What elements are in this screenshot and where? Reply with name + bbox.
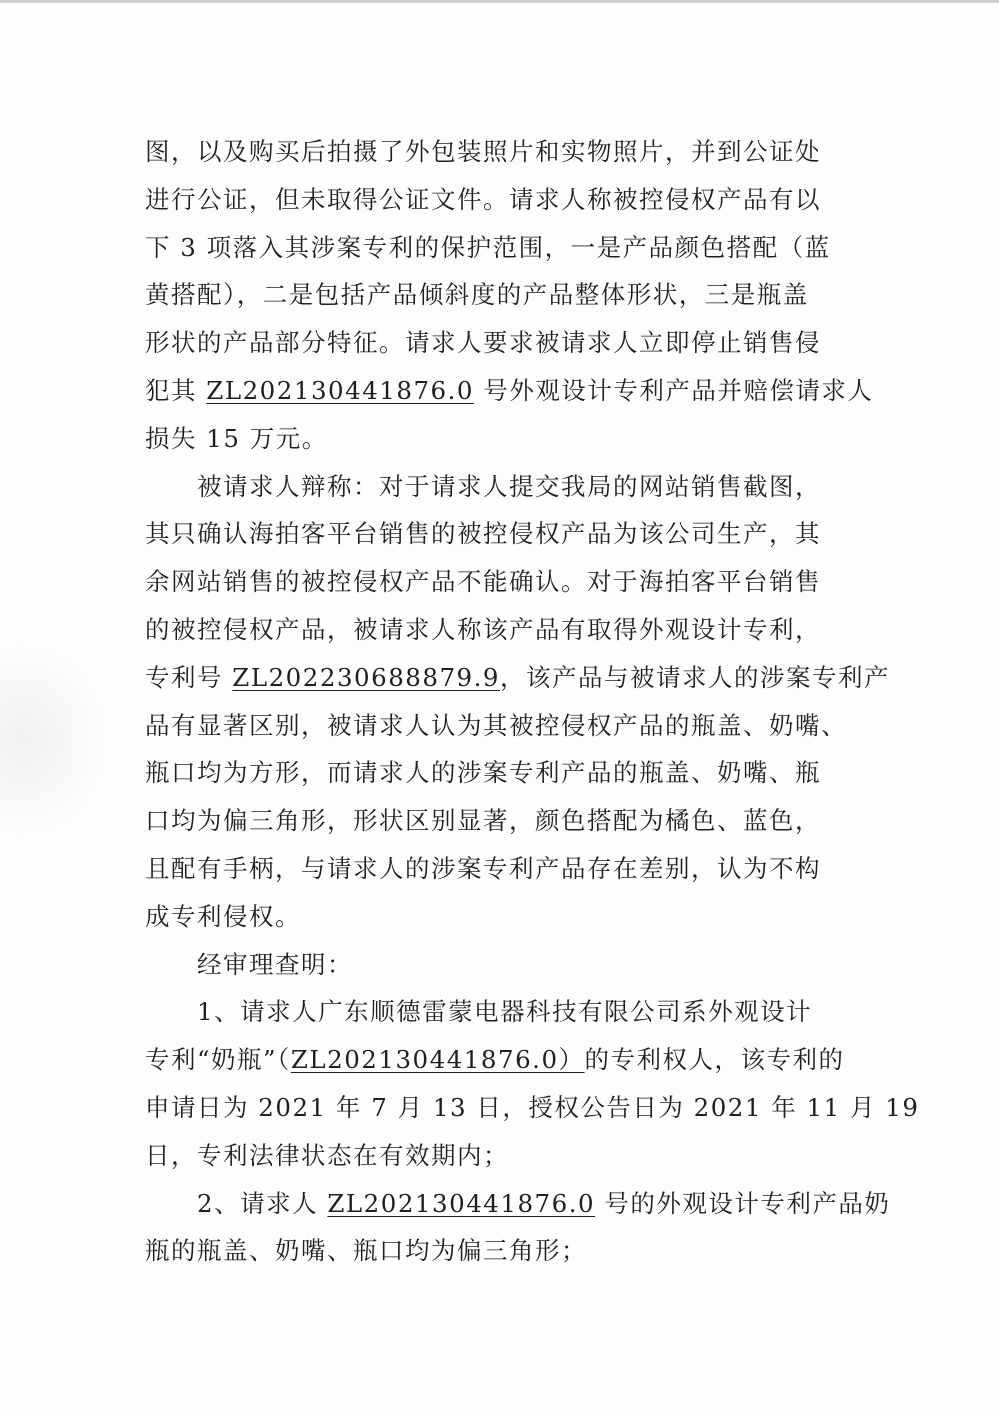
patent-number: ZL202130441876.0 <box>206 375 475 405</box>
text-line <box>145 1180 891 1228</box>
text-line <box>145 702 845 750</box>
text-line <box>145 749 845 797</box>
text-segment: 品有显著区别，被请求人认为其被控侵权产品的瓶盖、奶嘴、 <box>145 710 847 740</box>
text-segment: 日，专利法律状态在有效期内； <box>145 1140 509 1170</box>
text-line <box>145 367 874 415</box>
text-line <box>145 224 845 272</box>
text-line <box>145 797 845 845</box>
text-segment: 余网站销售的被控侵权产品不能确认。对于海拍客平台销售 <box>145 567 821 597</box>
text-segment: 形状的产品部分特征。请求人要求被请求人立即停止销售侵 <box>145 328 821 358</box>
text-line <box>145 319 845 367</box>
text-segment: 损失 15 万元。 <box>145 423 328 453</box>
text-segment: 进行公证，但未取得公证文件。请求人称被控侵权产品有以 <box>145 184 821 214</box>
text-line <box>145 941 845 989</box>
patent-number: ZL202230688879.9 <box>232 662 501 692</box>
text-line <box>145 128 845 176</box>
text-segment: 号的外观设计专利产品奶 <box>595 1188 891 1218</box>
text-line <box>145 510 845 558</box>
text-segment: 成专利侵权。 <box>145 901 301 931</box>
text-segment: 的被控侵权产品，被请求人称该产品有取得外观设计专利， <box>145 614 821 644</box>
text-segment: 1、请求人广东顺德雷蒙电器科技有限公司系外观设计 <box>145 997 813 1027</box>
text-segment: 专利“奶瓶”（ <box>145 1045 291 1075</box>
text-line <box>145 1132 845 1180</box>
text-line <box>145 606 845 654</box>
patent-number: ZL202130441876.0） <box>290 1045 585 1075</box>
text-segment: 黄搭配），二是包括产品倾斜度的产品整体形状，三是瓶盖 <box>145 280 809 310</box>
text-segment: 其只确认海拍客平台销售的被控侵权产品为该公司生产，其 <box>145 519 821 549</box>
text-segment: 2、请求人 <box>145 1188 328 1218</box>
document-body <box>145 128 920 1275</box>
text-segment: 犯其 <box>145 375 207 405</box>
text-line <box>145 893 845 941</box>
text-line <box>145 1084 920 1132</box>
scan-shadow <box>0 640 110 840</box>
text-line <box>145 1036 845 1084</box>
text-segment: 专利号 <box>145 662 233 692</box>
text-segment: 图，以及购买后拍摄了外包装照片和实物照片，并到公证处 <box>145 137 821 166</box>
text-line <box>145 176 845 224</box>
text-line <box>145 271 845 319</box>
text-line <box>145 558 845 606</box>
patent-number: ZL202130441876.0 <box>327 1188 596 1218</box>
text-segment: 下 3 项落入其涉案专利的保护范围，一是产品颜色搭配（蓝 <box>145 232 831 262</box>
text-line <box>145 988 845 1036</box>
text-segment: 且配有手柄，与请求人的涉案专利产品存在差别，认为不构 <box>145 853 821 883</box>
text-line <box>145 463 845 511</box>
text-segment: 瓶的瓶盖、奶嘴、瓶口均为偏三角形； <box>145 1236 587 1266</box>
text-segment: 的专利权人，该专利的 <box>584 1045 845 1075</box>
text-segment: 经审理查明： <box>145 949 353 979</box>
text-line <box>145 845 845 893</box>
text-segment: 被请求人辩称：对于请求人提交我局的网站销售截图， <box>145 471 821 501</box>
text-segment: 申请日为 2021 年 7 月 13 日，授权公告日为 2021 年 11 月 19 <box>145 1092 920 1122</box>
text-segment: 瓶口均为方形，而请求人的涉案专利产品的瓶盖、奶嘴、瓶 <box>145 758 821 788</box>
text-segment: 口均为偏三角形，形状区别显著，颜色搭配为橘色、蓝色， <box>145 806 821 836</box>
text-line <box>145 1227 845 1275</box>
text-segment: 号外观设计专利产品并赔偿请求人 <box>474 375 874 405</box>
text-line <box>145 654 891 702</box>
text-segment: ，该产品与被请求人的涉案专利产 <box>500 662 891 692</box>
scan-edge <box>0 0 999 3</box>
text-line <box>145 415 845 463</box>
